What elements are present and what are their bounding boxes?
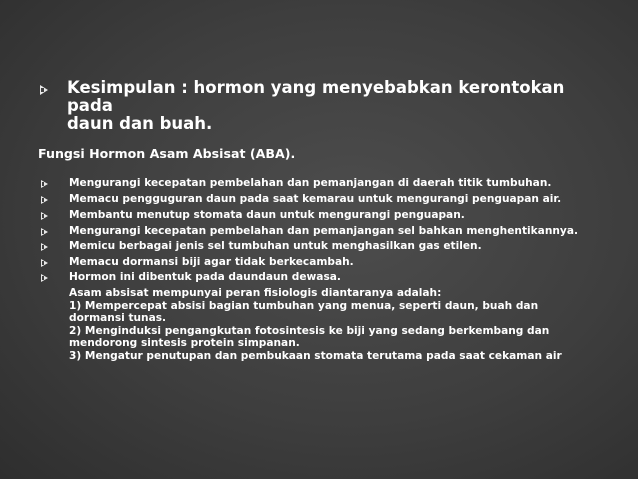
paragraph-line: Asam absisat mempunyai peran fisiologis diantaranya adalah: [69, 287, 442, 299]
list-item: Mengurangi kecepatan pembelahan dan pemanjangan di daerah titik tumbuhan. [69, 177, 552, 189]
list-item: Hormon ini dibentuk pada daundaun dewasa. [69, 271, 341, 283]
list-bullet-icon [41, 228, 48, 236]
title-line: daun dan buah. [67, 114, 213, 133]
list-item: Memacu pengguguran daun pada saat kemarau untuk mengurangi penguapan air. [69, 193, 562, 205]
list-bullet-icon [41, 196, 48, 204]
list-bullet-icon [41, 259, 48, 267]
list-bullet-icon [41, 180, 48, 188]
title-bullet-icon [40, 85, 48, 95]
list-item: Membantu menutup stomata daun untuk mengurangi penguapan. [69, 209, 465, 221]
list-item: Memacu dormansi biji agar tidak berkecambah. [69, 256, 354, 268]
paragraph-line: 2) Menginduksi pengangkutan fotosintesis ke biji yang sedang berkembang dan [69, 324, 550, 337]
paragraph-block [69, 287, 614, 362]
slide-title [67, 79, 607, 133]
list-bullet-icon [41, 212, 48, 220]
paragraph-line: 1) Mempercepat absisi bagian tumbuhan yang menua, seperti daun, buah dan [69, 299, 539, 312]
list-bullet-icon [41, 243, 48, 251]
list-bullet-icon [41, 274, 48, 282]
paragraph-line: mendorong sintesis protein simpanan. [69, 337, 300, 349]
list-item: Memicu berbagai jenis sel tumbuhan untuk menghasilkan gas etilen. [69, 240, 482, 252]
section-heading: Fungsi Hormon Asam Absisat (ABA). [38, 146, 296, 161]
list-item: Mengurangi kecepatan pembelahan dan pemanjangan sel bahkan menghentikannya. [69, 225, 578, 237]
paragraph-line: dormansi tunas. [69, 312, 167, 324]
paragraph-line: 3) Mengatur penutupan dan pembukaan stomata terutama pada saat cekaman air [69, 349, 562, 362]
title-line: Kesimpulan : hormon yang menyebabkan kerontokan pada [67, 78, 565, 115]
